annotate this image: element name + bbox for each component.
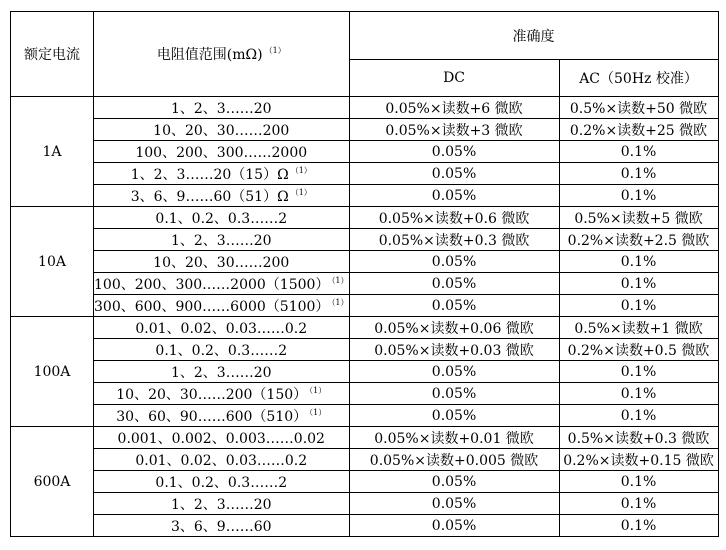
dc-accuracy-cell: 0.05%: [349, 295, 559, 317]
ac-accuracy-cell: 0.1%: [559, 493, 718, 515]
dc-accuracy-cell: 0.05%: [349, 405, 559, 427]
resistance-range-cell: [94, 427, 350, 449]
rated-current-cell: 1A: [11, 97, 94, 207]
header-current: 额定电流: [11, 12, 94, 97]
resistance-range-cell: [94, 295, 350, 317]
resistance-range-cell: [94, 229, 350, 251]
ac-accuracy-cell: 0.2%×读数+0.15 微欧: [559, 449, 718, 471]
ac-accuracy-cell: 0.1%: [559, 251, 718, 273]
ac-accuracy-cell: 0.5%×读数+1 微欧: [559, 317, 718, 339]
dc-accuracy-cell: 0.05%: [349, 383, 559, 405]
dc-accuracy-cell: 0.05%×读数+0.005 微欧: [349, 449, 559, 471]
resistance-range-cell: [94, 141, 350, 163]
resistance-range-text: 10、20、30……200（150）: [116, 386, 308, 403]
ac-accuracy-cell: 0.1%: [559, 361, 718, 383]
resistance-range-cell: [94, 493, 350, 515]
table-row: [11, 185, 719, 207]
header-ac: AC（50Hz 校准）: [559, 60, 718, 97]
resistance-range-text: 0.1、0.2、0.3……2: [155, 210, 288, 227]
resistance-range-text: 1、2、3……20（15）Ω: [130, 166, 289, 183]
resistance-range-cell: [94, 97, 350, 119]
footnote-marker: （1）: [290, 187, 312, 197]
accuracy-spec-table: [10, 11, 719, 537]
resistance-range-text: 1、2、3……20: [170, 232, 272, 249]
table-row: [11, 141, 719, 163]
dc-accuracy-cell: 0.05%: [349, 141, 559, 163]
dc-accuracy-cell: 0.05%: [349, 163, 559, 185]
resistance-range-text: 30、60、90……600（510）: [116, 408, 308, 425]
dc-accuracy-cell: 0.05%: [349, 361, 559, 383]
resistance-range-cell: [94, 163, 350, 185]
dc-accuracy-cell: 0.05%: [349, 515, 559, 537]
dc-accuracy-cell: 0.05%×读数+0.3 微欧: [349, 229, 559, 251]
ac-accuracy-cell: 0.2%×读数+25 微欧: [559, 119, 718, 141]
ac-accuracy-cell: 0.1%: [559, 295, 718, 317]
ac-accuracy-cell: 0.5%×读数+0.3 微欧: [559, 427, 718, 449]
table-row: [11, 427, 719, 449]
footnote-marker: （1）: [290, 165, 312, 175]
header-accuracy: 准确度: [349, 12, 718, 60]
resistance-range-text: 0.1、0.2、0.3……2: [155, 474, 288, 491]
resistance-range-cell: [94, 119, 350, 141]
ac-accuracy-cell: 0.1%: [559, 185, 718, 207]
resistance-range-cell: [94, 449, 350, 471]
ac-accuracy-cell: 0.1%: [559, 515, 718, 537]
resistance-range-text: 1、2、3……20: [170, 496, 272, 513]
ac-accuracy-cell: 0.1%: [559, 383, 718, 405]
resistance-range-cell: [94, 361, 350, 383]
resistance-range-cell: [94, 185, 350, 207]
footnote-marker: （1）: [331, 297, 349, 307]
ac-accuracy-cell: 0.2%×读数+2.5 微欧: [559, 229, 718, 251]
rated-current-cell: 10A: [11, 207, 94, 317]
table-row: [11, 229, 719, 251]
resistance-range-cell: [94, 471, 350, 493]
table-row: [11, 449, 719, 471]
resistance-range-text: 1、2、3……20: [170, 364, 272, 381]
header-range: [94, 12, 350, 97]
table-row: [11, 273, 719, 295]
table-row: [11, 207, 719, 229]
resistance-range-cell: [94, 383, 350, 405]
resistance-range-cell: [94, 515, 350, 537]
table-body: [11, 12, 719, 537]
ac-accuracy-cell: 0.1%: [559, 471, 718, 493]
resistance-range-text: 10、20、30……200: [153, 122, 290, 139]
dc-accuracy-cell: 0.05%×读数+0.01 微欧: [349, 427, 559, 449]
ac-accuracy-cell: 0.5%×读数+5 微欧: [559, 207, 718, 229]
table-row: [11, 295, 719, 317]
resistance-range-cell: [94, 273, 350, 295]
ac-accuracy-cell: 0.1%: [559, 405, 718, 427]
table-row: [11, 339, 719, 361]
table-row: [11, 251, 719, 273]
table-row: [11, 405, 719, 427]
table-row: [11, 383, 719, 405]
resistance-range-text: 0.01、0.02、0.03……0.2: [135, 320, 308, 337]
resistance-range-cell: [94, 317, 350, 339]
resistance-range-cell: [94, 207, 350, 229]
resistance-range-text: 0.1、0.2、0.3……2: [155, 342, 288, 359]
dc-accuracy-cell: 0.05%: [349, 273, 559, 295]
footnote-marker: （1）: [309, 407, 327, 417]
resistance-range-text: 0.001、0.002、0.003……0.02: [117, 430, 325, 447]
header-range-note: （1）: [264, 46, 286, 56]
table-row: [11, 119, 719, 141]
ac-accuracy-cell: 0.1%: [559, 273, 718, 295]
resistance-range-text: 300、600、900……6000（5100）: [94, 298, 330, 315]
resistance-range-text: 100、200、300……2000: [135, 144, 308, 161]
header-row-top: [11, 12, 719, 60]
resistance-range-text: 100、200、300……2000（1500）: [94, 276, 330, 293]
ac-accuracy-cell: 0.2%×读数+0.5 微欧: [559, 339, 718, 361]
ac-accuracy-cell: 0.1%: [559, 141, 718, 163]
resistance-range-cell: [94, 251, 350, 273]
dc-accuracy-cell: 0.05%: [349, 185, 559, 207]
resistance-range-cell: [94, 339, 350, 361]
resistance-range-text: 1、2、3……20: [170, 100, 272, 117]
dc-accuracy-cell: 0.05%: [349, 251, 559, 273]
ac-accuracy-cell: 0.5%×读数+50 微欧: [559, 97, 718, 119]
resistance-range-text: 3、6、9……60: [170, 518, 272, 535]
table-row: [11, 471, 719, 493]
dc-accuracy-cell: 0.05%×读数+3 微欧: [349, 119, 559, 141]
resistance-range-cell: [94, 405, 350, 427]
dc-accuracy-cell: 0.05%×读数+0.03 微欧: [349, 339, 559, 361]
table-row: [11, 493, 719, 515]
footnote-marker: （1）: [309, 385, 327, 395]
spec-table-wrapper: [10, 11, 719, 537]
resistance-range-text: 0.01、0.02、0.03……0.2: [135, 452, 308, 469]
table-row: [11, 163, 719, 185]
header-dc: DC: [349, 60, 559, 97]
resistance-range-text: 3、6、9……60（51）Ω: [130, 188, 289, 205]
table-row: [11, 515, 719, 537]
table-row: [11, 361, 719, 383]
header-range-label: 电阻值范围(mΩ): [156, 47, 263, 63]
ac-accuracy-cell: 0.1%: [559, 163, 718, 185]
dc-accuracy-cell: 0.05%×读数+6 微欧: [349, 97, 559, 119]
table-row: [11, 317, 719, 339]
dc-accuracy-cell: 0.05%×读数+0.06 微欧: [349, 317, 559, 339]
resistance-range-text: 10、20、30……200: [153, 254, 290, 271]
rated-current-cell: 600A: [11, 427, 94, 537]
dc-accuracy-cell: 0.05%×读数+0.6 微欧: [349, 207, 559, 229]
rated-current-cell: 100A: [11, 317, 94, 427]
table-row: [11, 97, 719, 119]
dc-accuracy-cell: 0.05%: [349, 493, 559, 515]
dc-accuracy-cell: 0.05%: [349, 471, 559, 493]
footnote-marker: （1）: [331, 275, 349, 285]
